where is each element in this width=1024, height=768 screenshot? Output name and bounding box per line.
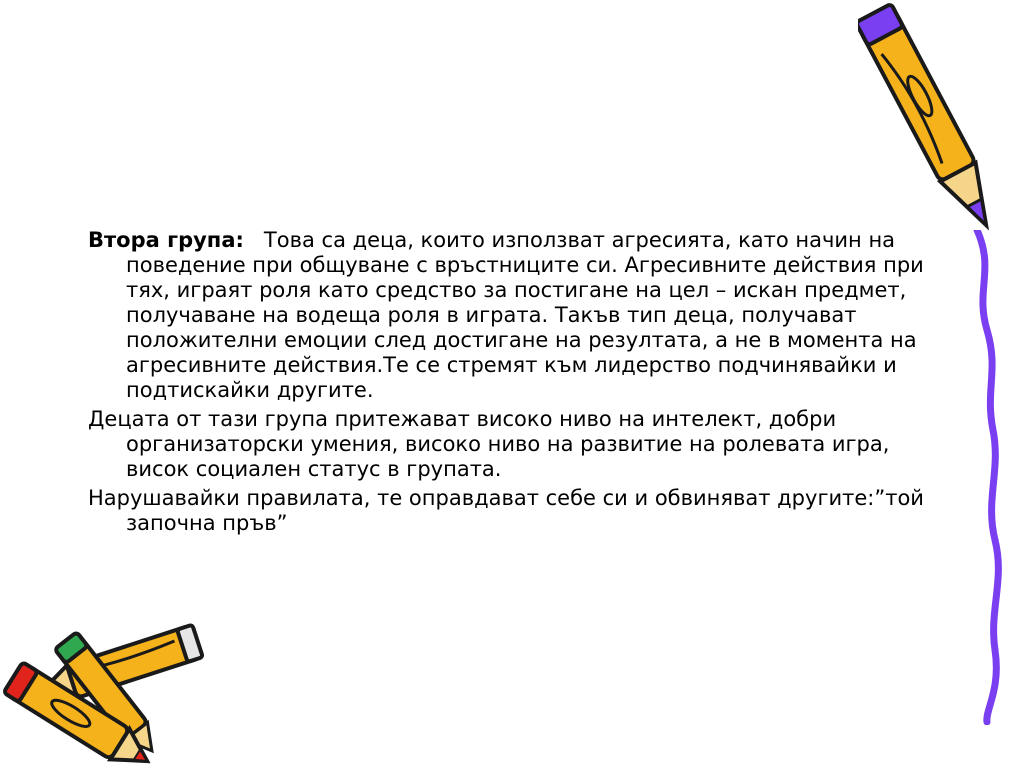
paragraph-1-rest: начин на поведение при общуване с връстниците си. Агресивните действия при тях, играят роля като средство за постигане на цел – искан предмет, получаване на водеща роля в играта. Такъв тип деца, получават положителни емоции след достигане на резултата, а не в момента на агресивните действия.Те се стремят към лидерство подчинявайки и подтискайки другите. <box>126 228 924 402</box>
squiggle-line-icon <box>955 230 1015 725</box>
paragraph-3: Нарушавайки правилата, те оправдават себе си и обвиняват другите:”той започна пръв” <box>88 486 924 535</box>
paragraph-2: Децата от тази група притежават високо ниво на интелект, добри организаторски умения, високо ниво на развитие на ролевата игра, висок социален статус в групата. <box>88 407 890 481</box>
section-heading: Втора група: <box>88 228 244 252</box>
slide-body <box>88 228 948 540</box>
paragraph-1-lead: Това са деца, които използват агресията, като <box>263 228 789 252</box>
pencil-icon <box>858 0 1008 245</box>
pencils-icon <box>0 616 210 766</box>
paragraph-1 <box>88 228 948 403</box>
